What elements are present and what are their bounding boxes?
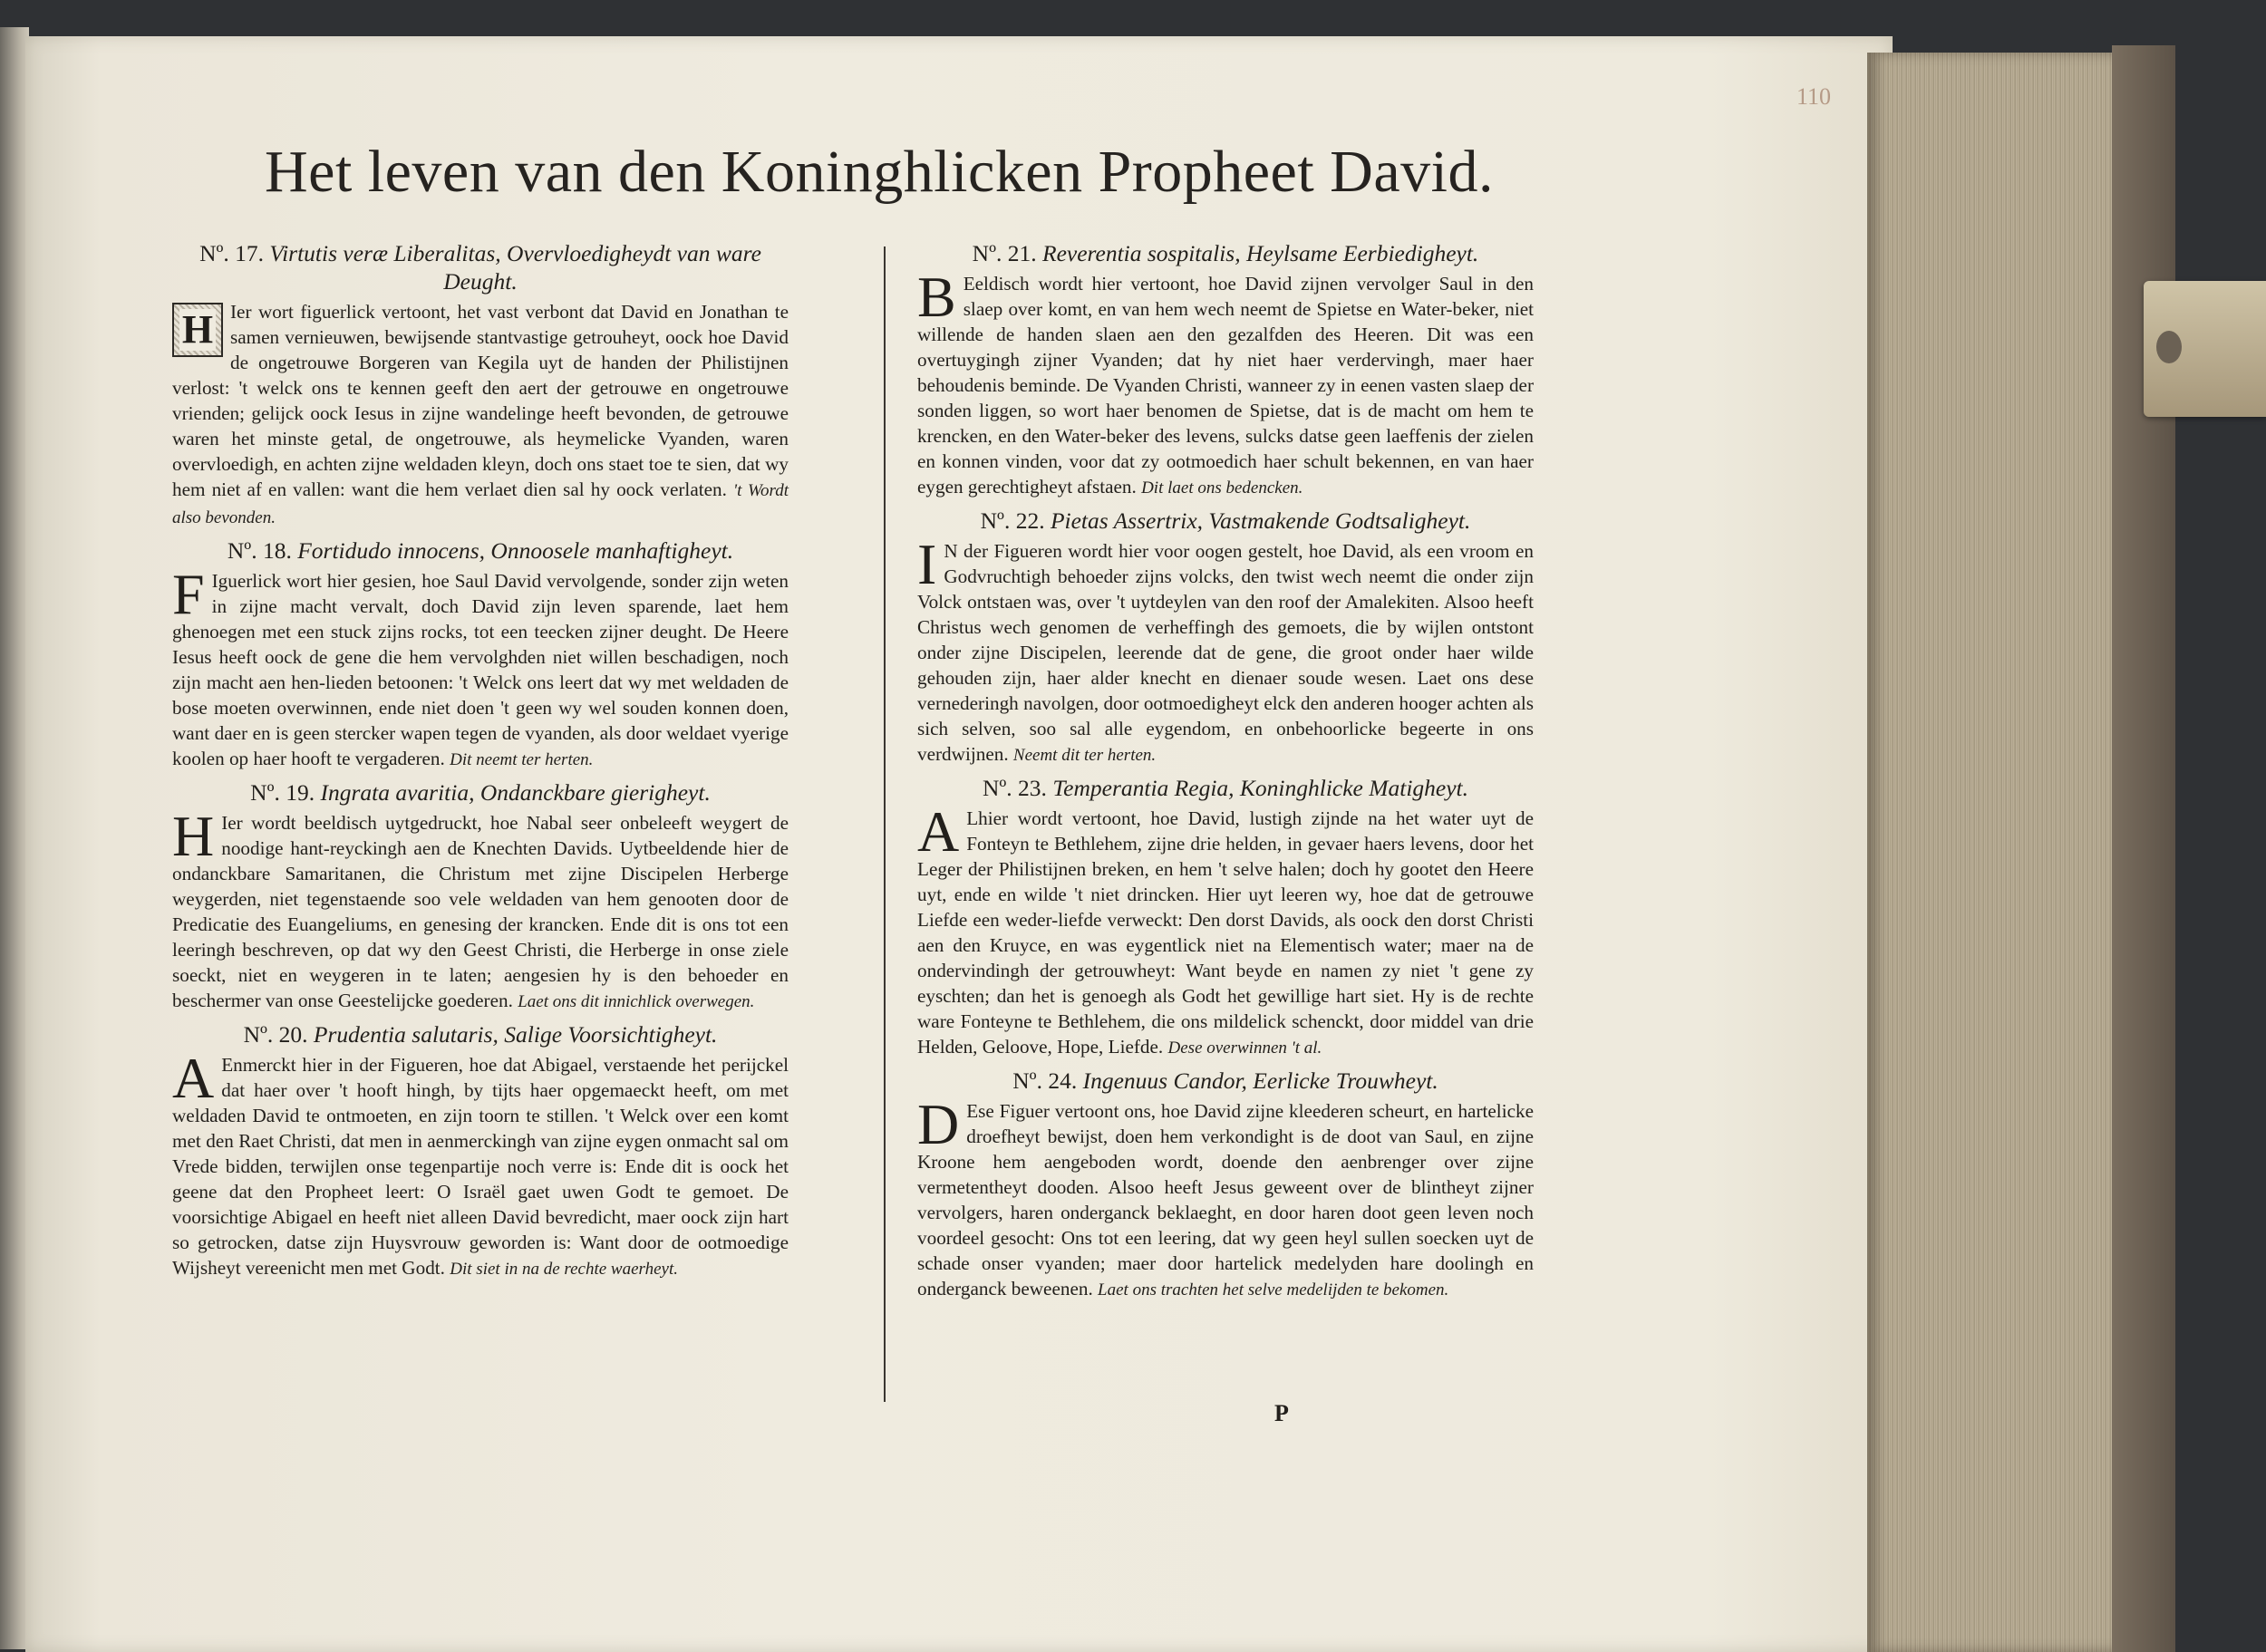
drop-cap: H bbox=[172, 804, 215, 868]
entry-moral: Laet ons dit innichlick overwegen. bbox=[518, 992, 755, 1011]
entry-number: Nº. 20. bbox=[243, 1021, 308, 1048]
entry-number: Nº. 18. bbox=[227, 537, 292, 564]
book-clasp-icon bbox=[2144, 281, 2266, 417]
entry-21 bbox=[917, 239, 1534, 501]
entry-title: Ingenuus Candor, Eerlicke Trouwheyt. bbox=[1082, 1068, 1438, 1094]
entry-body bbox=[917, 799, 1534, 1061]
entry-23 bbox=[917, 774, 1534, 1061]
entry-number: Nº. 23. bbox=[982, 775, 1047, 801]
printer-signature: P bbox=[1274, 1400, 1289, 1426]
entry-text: Iguerlick wort hier gesien, hoe Saul David vervolgende, sonder zijn weten in zijne macht vervalt, doch David zijn leven sparende, laet hem ghenoegen met een stuck zijns rocks, tot een teecken zijner deught. De Heere Iesus heeft oock de gene die hem vervolghden niet willen beschadigen, noch zijn macht aen hen-lieden betoonen: 't Welck ons leert dat wy met weldaden de bose moeten overwinnen, ende niet doen 't geen wy wel souden konnen doen, want daer en is geen stercker wapen tegen de vyanden, als door weldaet vyerige koolen op haer hooft te vergaderen. bbox=[172, 570, 789, 769]
page-title: Het leven van den Koninghlicken Propheet David. bbox=[265, 139, 1494, 205]
entry-number: Nº. 17. bbox=[199, 240, 265, 266]
entry-body bbox=[172, 562, 789, 773]
drop-cap: A bbox=[172, 1046, 215, 1110]
entry-heading bbox=[172, 778, 789, 807]
entry-body bbox=[917, 265, 1534, 501]
entry-heading bbox=[917, 239, 1534, 267]
left-column bbox=[172, 239, 789, 1288]
entry-number: Nº. 24. bbox=[1012, 1068, 1078, 1094]
entry-text: Lhier wordt vertoont, hoe David, lustigh zijnde na het water uyt de Fonteyn te Bethlehem, zijne drie helden, in gevaer haers levens, door het Leger der Philistijnen breken, en hem 't selve halen; doch hy gootet den Heere uyt, ende en wilde 't niet drincken. Hier uyt leeren wy, hoe dat de getrouwe Liefde een weder-liefde verweckt: Den dorst Davids, als oock den dorst Christi aen den Kruyce, en was eygentlick niet na Elementisch water; maer na de ondervindingh der getrouwheyt: Want beyde en namen zy niet 't gene zy eyschten; dan het is genoegh als Godt het gewillige hart siet. Hy is de rechte ware Fonteyne te Bethlehem, die ons mildelick schenckt, door middel van drie Helden, Geloove, Hope, Liefde. bbox=[917, 807, 1534, 1058]
entry-body bbox=[917, 532, 1534, 768]
entry-20 bbox=[172, 1020, 789, 1282]
drop-cap: B bbox=[917, 265, 956, 329]
drop-cap: I bbox=[917, 532, 937, 596]
drop-cap: A bbox=[917, 799, 960, 864]
column-divider bbox=[884, 246, 886, 1402]
entry-text: Eeldisch wordt hier vertoont, hoe David zijnen vervolger Saul in den slaep over komt, en van hem wech neemt de Spietse en Water-beker, niet willende de handen slaen aen den gezalfden des Heeren. Dit was een overtuygingh zijner Vyanden; dat hy niet haer verdervingh, maer haer behoudenis beminde. De Vyanden Christi, wanneer zy in eenen vasten slaep der sonden liggen, so wort haer benomen de Spietse, dat is de macht om hem te krencken, en den Water-beker des levens, sulcks datse geen laeffenis der zielen en konnen vinden, voor dat zy ootmoedich haer schult bekennen, en van haer eygen gerechtigheyt afstaen. bbox=[917, 273, 1534, 498]
page-number: 110 bbox=[1796, 83, 1832, 110]
entry-title: Pietas Assertrix, Vastmakende Godtsaligheyt. bbox=[1050, 507, 1471, 534]
entry-17 bbox=[172, 239, 789, 531]
entry-moral: Neemt dit ter herten. bbox=[1012, 746, 1157, 765]
entry-body bbox=[172, 299, 789, 531]
entry-moral: Dit laet ons bedencken. bbox=[1141, 478, 1303, 498]
entry-number: Nº. 21. bbox=[972, 240, 1037, 266]
entry-heading bbox=[917, 507, 1534, 535]
entry-moral: Laet ons trachten het selve medelijden te bekomen. bbox=[1098, 1280, 1449, 1299]
ornamental-initial: H bbox=[172, 303, 223, 357]
entry-title: Prudentia salutaris, Salige Voorsichtigheyt. bbox=[313, 1021, 718, 1048]
entry-body bbox=[917, 1092, 1534, 1303]
entry-title: Virtutis veræ Liberalitas, Overvloedigheydt van ware Deught. bbox=[269, 240, 761, 295]
entry-title: Reverentia sospitalis, Heylsame Eerbiedigheyt. bbox=[1042, 240, 1479, 266]
entry-number: Nº. 22. bbox=[980, 507, 1045, 534]
entry-text: N der Figueren wordt hier voor oogen gestelt, hoe David, als een vroom en Godvruchtigh behoeder zijns volcks, den twist wech neemt die onder zijn Volck ontstaen was, over 't uytdeylen van den roof der Amalekiten. Alsoo heeft Christus wech genomen de verheffingh des gemoets, die by wijlen ontstont onder zijne Discipelen, leerende dat de gene, die groot onder haer wilde gehouden zijn, haer alder knecht en dienaer soude wesen. Laet ons dese vernederingh navolgen, door ootmoedigheyt elck den anderen hooger achten als sich selven, soo sal alle eygendom, en onbehoorlicke begeerte in ons verdwijnen. bbox=[917, 540, 1534, 765]
entry-body bbox=[172, 1046, 789, 1282]
entry-text: Ese Figuer vertoont ons, hoe David zijne kleederen scheurt, en hartelicke droefheyt bewijst, doen hem verkondight is de doot van Saul, en zijne Kroone hem aengeboden wordt, doende den aenbrenger over zijne vermetentheyt dooden. Alsoo heeft Jesus geweent over de blintheyt zijner vervolgers, haren onderganck beklaeght, en door haren doot geen leven noch voordeel gesocht: Ons tot een leering, dat wy geen heyl sullen soecken uyt de schade onser vyanden; maer door hartelick medelyden hare doolingh en onderganck beweenen. bbox=[917, 1100, 1534, 1299]
entry-text: Enmerckt hier in der Figueren, hoe dat Abigael, verstaende het perijckel dat haer over 't hooft hingh, by tijts haer opgemaeckt heeft, om met weldaden David te ontmoeten, en zijn toorn te stillen. 't Welck over een komt met den Raet Christi, dat men in aenmerckingh van zijne eygen onmacht sal om Vrede bidden, terwijlen onse tegenpartije noch verre is: Ende dit is oock het geene dat den Propheet leert: O Israël gaet uwen Godt te gemoet. De voorsichtige Abigael en heeft niet alleen David bevredicht, maer oock zijn hart so getrocken, datse zijn Huysvrouw geworden is: Want door de ootmoedige Wijsheyt vereenicht men met Godt. bbox=[172, 1054, 789, 1279]
entry-text: Ier wordt beeldisch uytgedruckt, hoe Nabal seer onbeleeft weygert de noodige hant-reyckingh aen de Knechten Davids. Uytbeeldende hier de ondanckbare Samaritanen, die Christum met zijne Discipelen Herberge weygerden, niet tegenstaende soo vele weldaden van hem genooten door de Predicatie des Euangeliums, en genesing der krancken. Ende dit is ons tot een leeringh beschreven, op dat wy den Geest Christi, die Herberge in onse ziele soeckt, niet en weygeren in te laten; aengesien hy is den behoeder en beschermer van onse Geestelijcke goederen. bbox=[172, 812, 789, 1011]
entry-24 bbox=[917, 1067, 1534, 1303]
entry-18 bbox=[172, 536, 789, 773]
entry-22 bbox=[917, 507, 1534, 768]
entry-text: Ier wort figuerlick vertoont, het vast verbont dat David en Jonathan te samen vernieuwen, bewijsende stantvastige getrouheyt, oock hoe David de ongetrouwe Borgeren van Kegila uyt de handen der Philistijnen verlost: 't welck ons te kennen geeft den aert der getrouwe en ongetrouwe vrienden; gelijck oock Iesus in zijne wandelinge heeft bevonden, de getrouwe waren het minste getal, de ongetrouwe, als heymelicke Vyanden, waren overvloedigh, en achten zijne weldaden kleyn, doch ons staet toe te sien, dat wy hem niet af en vallen: want die hem verlaet dien sal hy oock verlaten. bbox=[172, 301, 789, 500]
entry-heading bbox=[917, 774, 1534, 802]
entry-number: Nº. 19. bbox=[250, 779, 315, 806]
entry-moral: Dit neemt ter herten. bbox=[450, 750, 594, 769]
entry-moral: Dit siet in na de rechte waerheyt. bbox=[450, 1260, 678, 1279]
entry-heading bbox=[917, 1067, 1534, 1095]
entry-moral: 't Wordt also bevonden. bbox=[172, 481, 789, 527]
entry-heading bbox=[172, 1020, 789, 1048]
entry-heading bbox=[172, 536, 789, 565]
entry-moral: Dese overwinnen 't al. bbox=[1167, 1039, 1322, 1058]
entry-title: Fortidudo innocens, Onnoosele manhaftigheyt. bbox=[297, 537, 734, 564]
right-column bbox=[917, 239, 1534, 1309]
entry-19 bbox=[172, 778, 789, 1015]
entry-heading bbox=[172, 239, 789, 295]
entry-body bbox=[172, 804, 789, 1015]
entry-title: Temperantia Regia, Koninghlicke Matigheyt. bbox=[1052, 775, 1469, 801]
entry-title: Ingrata avaritia, Ondanckbare gierigheyt. bbox=[320, 779, 711, 806]
drop-cap: F bbox=[172, 562, 205, 626]
drop-cap: D bbox=[917, 1092, 960, 1156]
